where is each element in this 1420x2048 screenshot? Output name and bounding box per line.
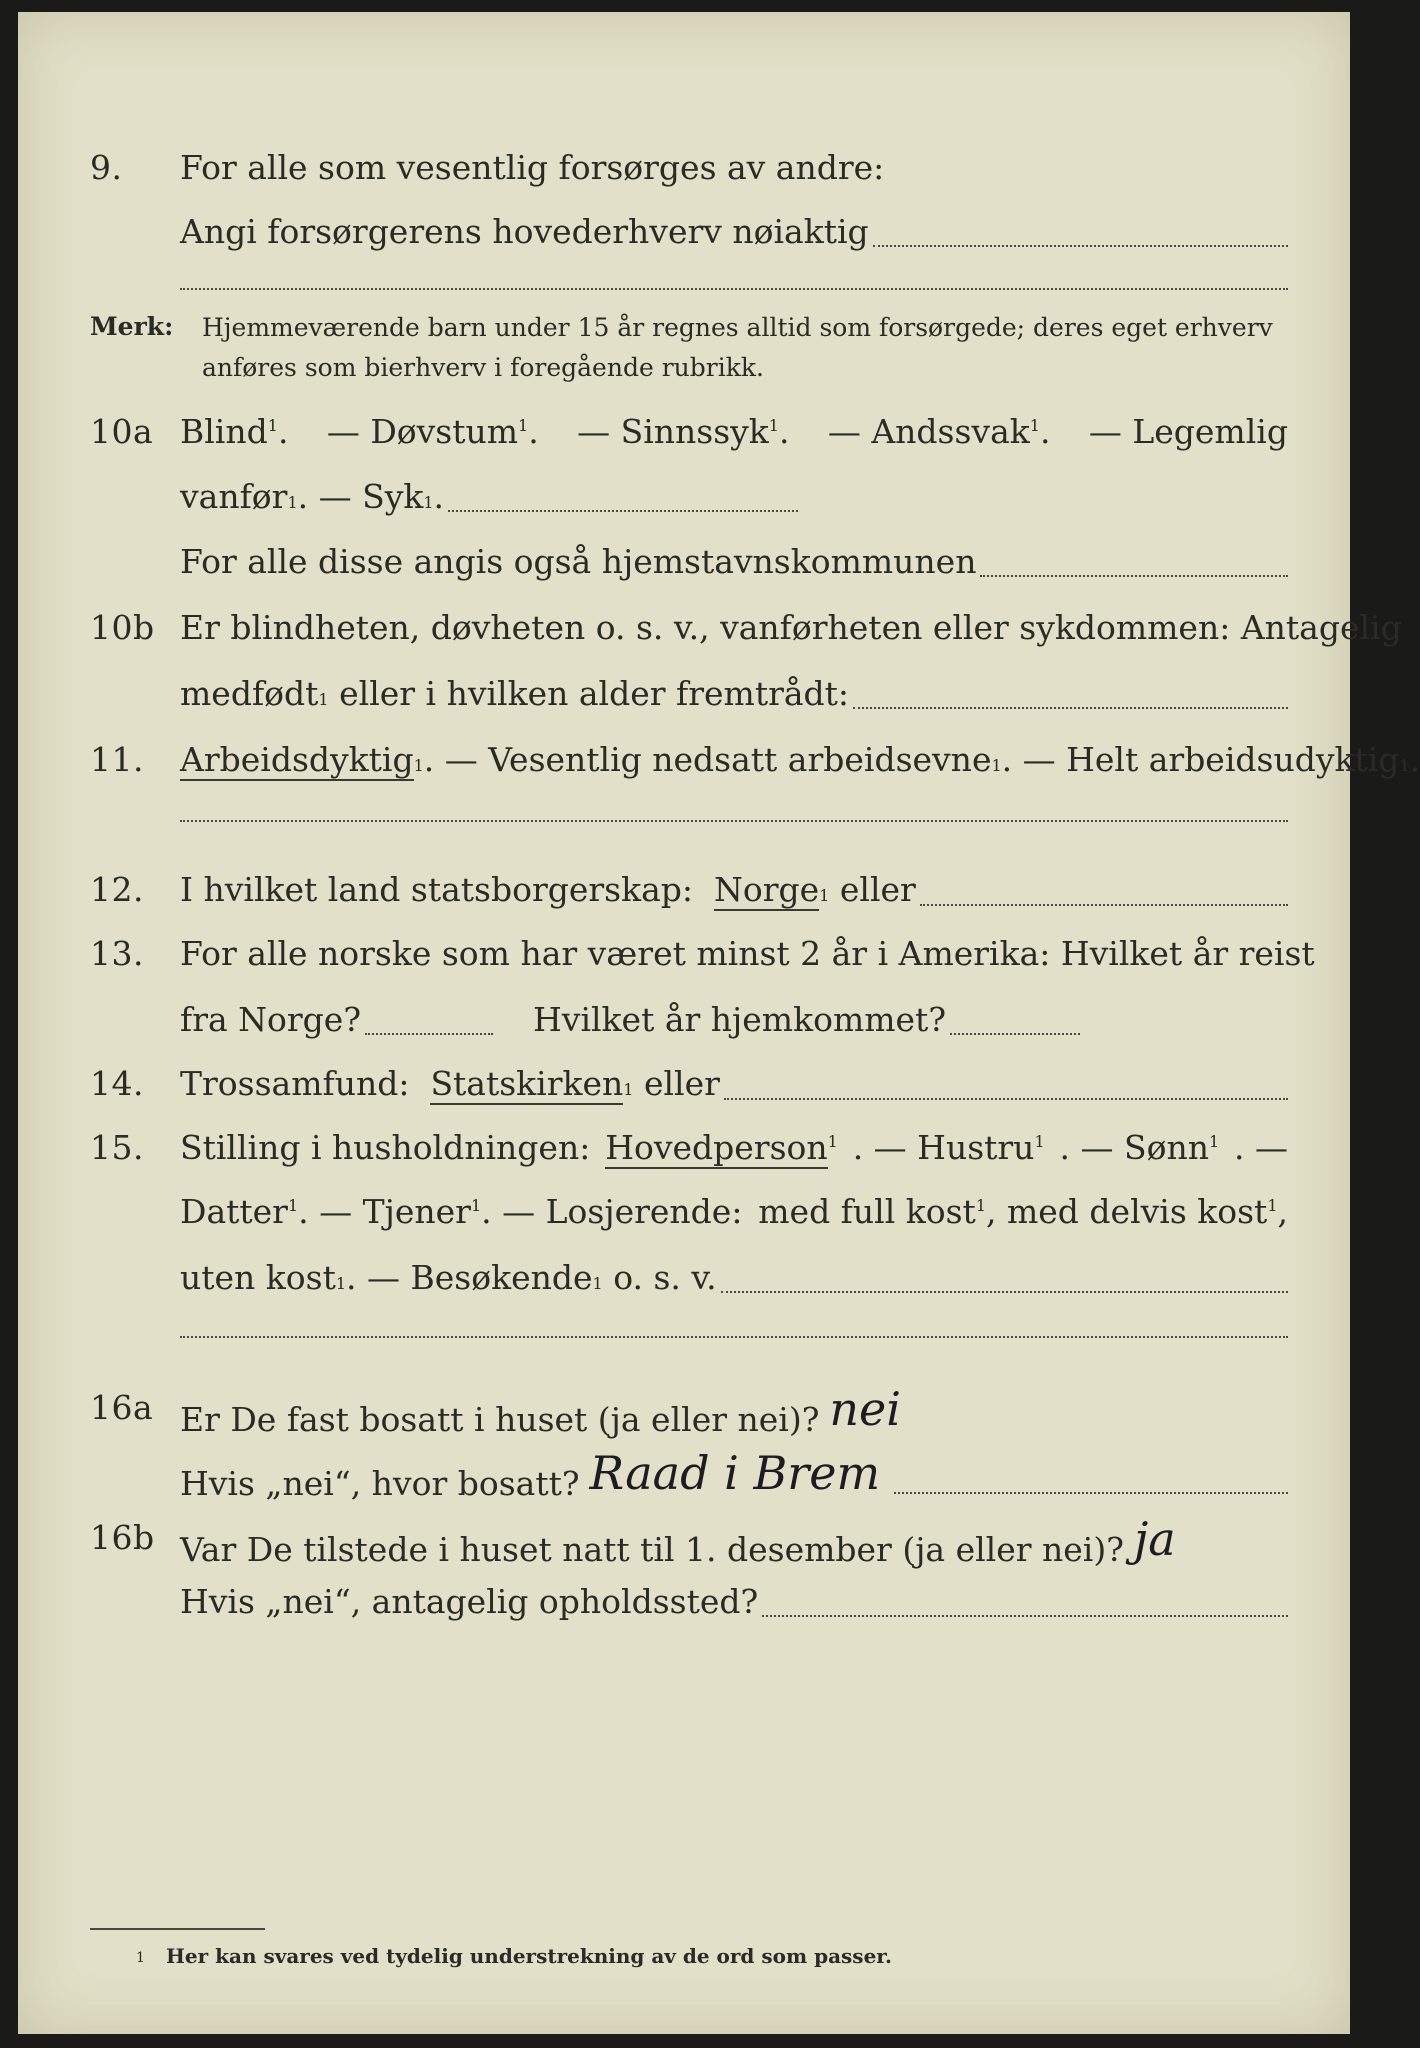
option-andssvak: — Andssvak$^1$. xyxy=(827,412,1051,451)
option-group xyxy=(605,1128,838,1167)
option-norge-underlined[interactable]: Norge xyxy=(714,870,820,909)
footnote-ref: 1 xyxy=(287,1196,299,1215)
footnote-divider xyxy=(90,1928,265,1930)
q10a-line3 xyxy=(180,542,1288,581)
question-number: 16b xyxy=(90,1518,155,1557)
q16a-line1 xyxy=(180,1382,1288,1442)
merk-label: Merk: xyxy=(90,312,174,341)
q16b-line1 xyxy=(180,1512,1288,1572)
option-vanfor: vanfør xyxy=(180,477,288,516)
option-hustru: . — Hustru xyxy=(852,1128,1035,1167)
answer-field[interactable] xyxy=(448,510,798,512)
punctuation: , xyxy=(1277,1192,1288,1231)
option-label: Blind xyxy=(180,412,268,451)
footnote-mark: 1 xyxy=(136,1950,145,1966)
footnote-ref: 1 xyxy=(975,1196,986,1215)
option-nedsatt: . — Vesentlig nedsatt arbeidsevne xyxy=(423,740,992,779)
option-datter: Datter xyxy=(180,1192,288,1231)
punctuation: . xyxy=(1409,740,1420,779)
option-sonn: . — Sønn xyxy=(1059,1128,1209,1167)
q10b-line1 xyxy=(180,608,1402,647)
footnote-text: Her kan svares ved tydelig understrekning av de ord som passer. xyxy=(166,1944,892,1968)
option-full-kost: med full kost xyxy=(758,1192,976,1231)
option-uten-kost: uten kost xyxy=(180,1258,336,1297)
option-delvis-kost: , med delvis kost xyxy=(986,1192,1268,1231)
q12-eller: eller xyxy=(839,870,916,909)
footnote-ref: 1 xyxy=(1208,1132,1220,1151)
q13-prompt-hjemkommet: Hvilket år hjemkommet? xyxy=(533,1000,947,1039)
q10a-prompt: For alle disse angis også hjemstavnskommunen xyxy=(180,542,977,581)
q15-line2 xyxy=(180,1192,1288,1231)
q12-line: I hvilket land statsborgerskap: Norge 1 eller xyxy=(180,870,1288,911)
q13-text: For alle norske som har været minst 2 år i Amerika: Hvilket år reist xyxy=(180,934,1315,973)
q10b-text: Er blindheten, døvheten o. s. v., vanførheten eller sykdommen: Antagelig xyxy=(180,608,1402,647)
answer-field[interactable] xyxy=(180,1336,1288,1338)
option-group xyxy=(1060,1128,1220,1167)
option-losjerende: . — Losjerende: xyxy=(481,1192,743,1231)
answer-field[interactable] xyxy=(920,904,1288,906)
question-number: 9. xyxy=(90,148,123,187)
question-number: 10b xyxy=(90,608,155,647)
footnote-ref: 1 xyxy=(1034,1132,1045,1151)
footnote-ref: 1 xyxy=(470,1196,482,1215)
census-form-page xyxy=(18,12,1420,2034)
q16b-line2 xyxy=(180,1582,1288,1621)
footnote-ref: 1 xyxy=(827,1132,838,1151)
option-blind: Blind$^1$. xyxy=(180,412,289,451)
answer-field[interactable] xyxy=(950,1033,1080,1035)
q14-eller: eller xyxy=(643,1064,720,1103)
q16a-prompt: Er De fast bosatt i huset (ja eller nei)? xyxy=(180,1400,820,1439)
question-number: 13. xyxy=(90,934,144,973)
q10b-line2: medfødt 1 eller i hvilken alder fremtrådt: xyxy=(180,674,1288,713)
answer-field[interactable] xyxy=(853,707,1288,709)
q16b-prompt-opholdssted: Hvis „nei“, antagelig opholdssted? xyxy=(180,1582,759,1621)
q15-line1 xyxy=(180,1128,1288,1167)
answer-field[interactable] xyxy=(724,1098,1288,1100)
option-hovedperson-underlined[interactable]: Hovedperson xyxy=(605,1128,828,1167)
option-label: — Andssvak xyxy=(827,412,1030,451)
option-syk: — Syk xyxy=(318,477,424,516)
q9-line1 xyxy=(180,148,1288,187)
handwritten-answer[interactable]: ja xyxy=(1133,1512,1176,1566)
answer-field[interactable] xyxy=(180,288,1288,290)
option-legemlig: — Legemlig xyxy=(1088,412,1288,451)
handwritten-answer[interactable]: nei xyxy=(829,1382,901,1436)
answer-field[interactable] xyxy=(980,575,1288,577)
q13-line2 xyxy=(180,1000,1288,1039)
option-label: — Døvstum xyxy=(326,412,519,451)
option-udyktig: . — Helt arbeidsudyktig xyxy=(1001,740,1400,779)
q11-line: Arbeidsdyktig 1 . — Vesentlig nedsatt arbeidsevne 1 . — Helt arbeidsudyktig 1 . xyxy=(180,740,1420,779)
option-group xyxy=(758,1192,1288,1231)
q16a-prompt-bosatt: Hvis „nei“, hvor bosatt? xyxy=(180,1464,580,1503)
question-number: 15. xyxy=(90,1128,144,1167)
q15-prompt: Stilling i husholdningen: xyxy=(180,1128,591,1167)
merk-text: Hjemmeværende barn under 15 år regnes alltid som forsørgede; deres eget erhverv anføres som bierhverv i foregående rubrikk. xyxy=(202,313,1273,382)
q13-line1 xyxy=(180,934,1315,973)
question-number: 10a xyxy=(90,412,154,451)
q10a-line2: vanfør 1 . — Syk 1 . xyxy=(180,477,1288,516)
q16b-prompt: Var De tilstede i huset natt til 1. desember (ja eller nei)? xyxy=(180,1530,1124,1569)
q12-prompt: I hvilket land statsborgerskap: xyxy=(180,870,694,909)
q15-line3: uten kost 1 . — Besøkende 1 o. s. v. xyxy=(180,1258,1288,1297)
answer-field[interactable] xyxy=(180,820,1288,822)
question-number: 14. xyxy=(90,1064,144,1103)
question-number: 16a xyxy=(90,1388,154,1427)
question-number: 12. xyxy=(90,870,144,909)
q16a-line2 xyxy=(180,1446,1288,1506)
answer-field[interactable] xyxy=(873,245,1288,247)
option-group xyxy=(853,1128,1045,1167)
option-tjener: . — Tjener xyxy=(298,1192,471,1231)
question-number: 11. xyxy=(90,740,144,779)
option-besokende: . — Besøkende xyxy=(346,1258,593,1297)
answer-field[interactable] xyxy=(894,1492,1288,1494)
q14-prompt: Trossamfund: xyxy=(180,1064,410,1103)
answer-field[interactable] xyxy=(721,1291,1288,1293)
option-label: — Sinnssyk xyxy=(577,412,769,451)
option-dovstum: — Døvstum$^1$. xyxy=(326,412,539,451)
option-medfodt: medfødt xyxy=(180,674,319,713)
footnote-ref: 1 xyxy=(1267,1196,1278,1215)
footnote-ref: 1 xyxy=(1029,416,1040,435)
q13-prompt-reist: fra Norge? xyxy=(180,1000,362,1039)
footnote-ref: 1 xyxy=(267,416,278,435)
answer-field[interactable] xyxy=(762,1615,1288,1617)
q14-line: Trossamfund: Statskirken 1 eller xyxy=(180,1064,1288,1105)
option-statskirken-underlined[interactable]: Statskirken xyxy=(430,1064,624,1103)
answer-field[interactable] xyxy=(365,1033,493,1035)
q9-line2 xyxy=(180,212,1288,251)
option-group xyxy=(180,1192,742,1231)
punctuation: . — xyxy=(1234,1128,1288,1167)
footnote-ref: 1 xyxy=(518,416,529,435)
q9-text: For alle som vesentlig forsørges av andre: xyxy=(180,148,885,187)
option-arbeidsdyktig-underlined[interactable]: Arbeidsdyktig xyxy=(180,740,414,779)
option-sinnssyk: — Sinnssyk$^1$. xyxy=(577,412,790,451)
q9-prompt: Angi forsørgerens hovederhverv nøiaktig xyxy=(180,212,869,251)
q15-osv: o. s. v. xyxy=(613,1258,717,1297)
q10b-prompt: eller i hvilken alder fremtrådt: xyxy=(339,674,850,713)
handwritten-answer[interactable]: Raad i Brem xyxy=(589,1446,881,1500)
q10a-line1 xyxy=(180,412,1288,451)
footnote-ref: 1 xyxy=(768,416,779,435)
